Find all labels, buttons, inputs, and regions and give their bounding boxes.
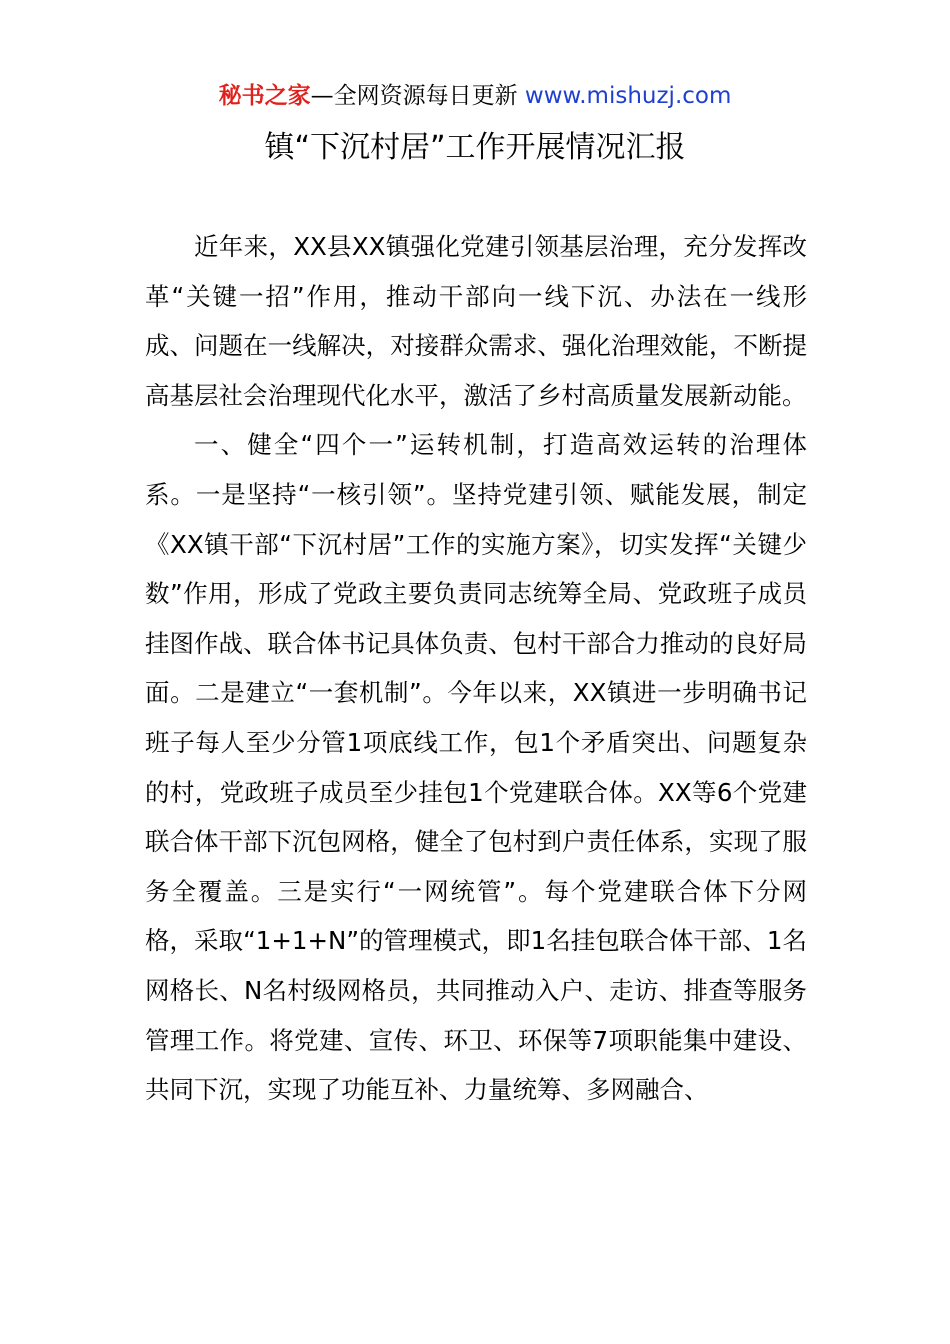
site-url-link[interactable]: www.mishuzj.com <box>524 83 732 109</box>
document-title: 镇“下沉村居”工作开展情况汇报 <box>264 130 686 165</box>
paragraph-intro: 近年来，XX县XX镇强化党建引领基层治理，充分发挥改革“关键一招”作用，推动干部向一线下沉、办法在一线形成、问题在一线解决，对接群众需求、强化治理效能，不断提高基层社会治理现代化水平，激活了乡村高质量发展新动能。 <box>145 232 807 410</box>
paragraph-section-one: 一、健全“四个一”运转机制，打造高效运转的治理体系。一是坚持“一核引领”。坚持党建引领、赋能发展，制定《XX镇干部“下沉村居”工作的实施方案》，切实发挥“关键少数”作用，形成了党政主要负责同志统筹全局、党政班子成员挂图作战、联合体书记具体负责、包村干部合力推动的良好局面。二是建立“一套机制”。今年以来，XX镇进一步明确书记班子每人至少分管1项底线工作，包1个矛盾突出、问题复杂的村，党政班子成员至少挂包1个党建联合体。XX等6个党建联合体干部下沉包网格，健全了包村到户责任体系，实现了服务全覆盖。三是实行“一网统管”。每个党建联合体下分网格，采取“1+1+N”的管理模式，即1名挂包联合体干部、1名网格长、N名村级网格员，共同推动入户、走访、排查等服务管理工作。将党建、宣传、环卫、环保等7项职能集中建设、共同下沉，实现了功能互补、力量统筹、多网融合、 <box>145 430 807 1105</box>
site-tagline: —全网资源每日更新 <box>310 83 518 109</box>
site-brand: 秘书之家 <box>218 83 311 109</box>
site-header <box>0 80 950 112</box>
document-body <box>145 222 807 1115</box>
